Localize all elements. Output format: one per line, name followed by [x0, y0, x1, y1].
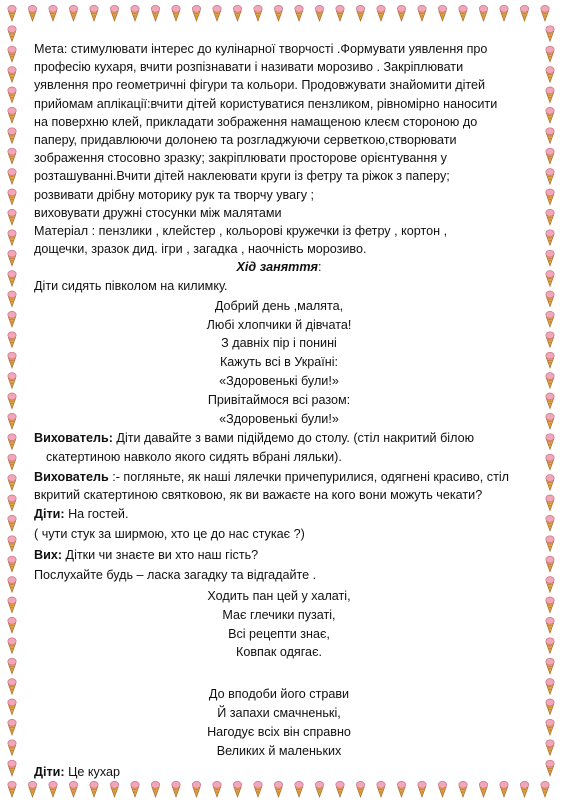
ice-cream-cone-icon: [546, 638, 554, 654]
ice-cream-cone-icon: [546, 719, 554, 735]
ice-cream-cone-icon: [546, 475, 554, 491]
ice-cream-cone-icon: [356, 5, 364, 21]
ice-cream-cone-icon: [151, 781, 159, 797]
goal-line: розвивати дрібну моторику рук та творчу увагу ;: [34, 187, 315, 202]
ice-cream-cone-icon: [8, 434, 16, 450]
children-reply-1: Діти: На гостей.: [34, 507, 129, 522]
ice-cream-cone-icon: [49, 781, 57, 797]
ice-cream-cone-icon: [8, 291, 16, 307]
ice-cream-cone-icon: [8, 536, 16, 552]
ice-cream-cone-icon: [546, 454, 554, 470]
riddle-stanza-2: [34, 685, 524, 760]
ice-cream-cone-icon: [546, 67, 554, 83]
ice-cream-cone-icon: [546, 577, 554, 593]
ice-cream-cone-icon: [8, 679, 16, 695]
ice-cream-cone-icon: [377, 781, 385, 797]
ice-cream-cone-icon: [520, 781, 528, 797]
goal-line: паперу, придавлюючи долонею та розгладжуючи серветкою,створювати: [34, 133, 457, 148]
ice-cream-cone-icon: [397, 781, 405, 797]
ice-cream-cone-icon: [110, 5, 118, 21]
ice-cream-cone-icon: [151, 5, 159, 21]
ice-cream-cone-icon: [546, 128, 554, 144]
ice-cream-cone-icon: [546, 250, 554, 266]
goal-paragraph: [34, 40, 524, 222]
ice-cream-cone-icon: [28, 781, 36, 797]
ice-cream-cone-icon: [8, 556, 16, 572]
ice-cream-cone-icon: [8, 393, 16, 409]
ice-cream-cone-icon: [418, 5, 426, 21]
ice-cream-cone-icon: [8, 658, 16, 674]
goal-line: професію кухаря, вчити розпізнавати і називати морозиво . Закріплювати: [34, 60, 464, 75]
ice-cream-cone-icon: [254, 5, 262, 21]
ice-cream-cone-icon: [8, 577, 16, 593]
ice-cream-cone-icon: [110, 781, 118, 797]
poem-line: Добрий день ,малята,: [214, 298, 344, 313]
goal-line: уявлення про геометричні фігури та кольори. Продовжувати знайомити дітей: [34, 78, 486, 93]
lesson-heading-text: Хід заняття: [236, 260, 318, 275]
ice-cream-cone-icon: [8, 209, 16, 225]
ice-cream-cone-icon: [546, 271, 554, 287]
ice-cream-cone-icon: [479, 781, 487, 797]
ice-cream-cone-icon: [8, 5, 16, 21]
poem-line: Й запахи смачненькі,: [217, 706, 341, 721]
ice-cream-cone-icon: [8, 617, 16, 633]
goal-line: виховувати дружні стосунки між малятами: [34, 205, 282, 220]
ice-cream-cone-icon: [546, 291, 554, 307]
ice-cream-cone-icon: [546, 209, 554, 225]
ice-cream-cone-icon: [336, 5, 344, 21]
ice-cream-cone-icon: [192, 5, 200, 21]
children-sit-line: Діти сидять півколом на килимку.: [34, 278, 228, 293]
ice-cream-cone-icon: [438, 781, 446, 797]
poem-line: Ходить пан цей у халаті,: [207, 589, 351, 604]
ice-cream-cone-icon: [546, 434, 554, 450]
ice-cream-cone-icon: [500, 5, 508, 21]
ice-cream-cone-icon: [546, 658, 554, 674]
ice-cream-cone-icon: [8, 638, 16, 654]
riddle-stanza-1: [34, 587, 524, 662]
goal-line: розташуванні.Вчити дітей наклеювати круги із фетру та ріжок з паперу;: [34, 169, 450, 184]
ice-cream-cone-icon: [438, 5, 446, 21]
ice-cream-cone-icon: [546, 87, 554, 103]
ice-cream-cone-icon: [233, 5, 241, 21]
ice-cream-cone-icon: [546, 169, 554, 185]
ice-cream-cone-icon: [356, 781, 364, 797]
ice-cream-cone-icon: [274, 5, 282, 21]
ice-cream-cone-icon: [8, 67, 16, 83]
ice-cream-cone-icon: [336, 781, 344, 797]
ice-cream-cone-icon: [546, 413, 554, 429]
ice-cream-cone-icon: [500, 781, 508, 797]
lesson-heading: Хід заняття:: [236, 260, 322, 275]
ice-cream-cone-icon: [90, 781, 98, 797]
greeting-poem: [34, 297, 524, 429]
speaker-label: Діти:: [34, 507, 65, 522]
ice-cream-cone-icon: [172, 781, 180, 797]
ice-cream-cone-icon: [546, 536, 554, 552]
ice-cream-cone-icon: [131, 781, 139, 797]
poem-line: Нагодує всіх він справно: [207, 724, 351, 739]
speaker-label: Вихователь:: [34, 431, 113, 446]
poem-line: «Здоровенькі були!»: [219, 411, 339, 426]
ice-cream-cone-icon: [213, 5, 221, 21]
ice-cream-cone-icon: [8, 413, 16, 429]
ice-cream-cone-icon: [546, 46, 554, 62]
ice-cream-cone-icon: [8, 454, 16, 470]
lesson-content: [34, 40, 524, 782]
ice-cream-cone-icon: [546, 332, 554, 348]
ice-cream-cone-icon: [8, 352, 16, 368]
ice-cream-cone-icon: [546, 373, 554, 389]
ice-cream-cone-icon: [377, 5, 385, 21]
listen-line: Послухайте будь – ласка загадку та відгадайте .: [34, 567, 317, 582]
ice-cream-cone-icon: [315, 781, 323, 797]
ice-cream-cone-icon: [546, 679, 554, 695]
speaker-label: Вихователь: [34, 469, 109, 484]
ice-cream-cone-icon: [233, 781, 241, 797]
ice-cream-cone-icon: [546, 740, 554, 756]
ice-cream-cone-icon: [8, 740, 16, 756]
materials-line: Матеріал : пензлики , клейстер , кольорові кружечки із фетру , кортон ,: [34, 224, 448, 239]
ice-cream-cone-icon: [541, 5, 549, 21]
ice-cream-cone-icon: [8, 271, 16, 287]
ice-cream-cone-icon: [546, 148, 554, 164]
poem-line: Всі рецепти знає,: [228, 626, 330, 641]
ice-cream-cone-icon: [254, 781, 262, 797]
ice-cream-cone-icon: [8, 230, 16, 246]
ice-cream-cone-icon: [546, 597, 554, 613]
ice-cream-cone-icon: [8, 515, 16, 531]
ice-cream-cone-icon: [295, 781, 303, 797]
ice-cream-cone-icon: [8, 169, 16, 185]
goal-line: Мета: стимулювати інтерес до кулінарної творчості .Формувати уявлення про: [34, 42, 488, 56]
poem-line: Любі хлопчики й дівчата!: [206, 317, 352, 332]
ice-cream-cone-icon: [69, 781, 77, 797]
ice-cream-cone-icon: [274, 781, 282, 797]
ice-cream-cone-icon: [49, 5, 57, 21]
ice-cream-cone-icon: [8, 128, 16, 144]
poem-line: Привітаймося всі разом:: [207, 392, 351, 407]
ice-cream-cone-icon: [546, 556, 554, 572]
children-reply-2: Діти: Це кухар: [34, 765, 121, 780]
poem-line: З давніх пір і понині: [221, 336, 337, 351]
ice-cream-cone-icon: [8, 107, 16, 123]
poem-line: Кажуть всі в Україні:: [219, 355, 339, 370]
ice-cream-cone-icon: [8, 760, 16, 776]
goal-line: прийомам аплікації:вчити дітей користуватися пензликом, рівномірно наносити: [34, 96, 498, 111]
poem-line: До вподоби його страви: [208, 687, 350, 702]
ice-cream-cone-icon: [69, 5, 77, 21]
speaker-label: Вих:: [34, 547, 63, 562]
ice-cream-cone-icon: [8, 148, 16, 164]
ice-cream-cone-icon: [8, 719, 16, 735]
ice-cream-cone-icon: [546, 189, 554, 205]
ice-cream-cone-icon: [397, 5, 405, 21]
ice-cream-cone-icon: [8, 495, 16, 511]
teacher-remark-3: Вих: Дітки чи знаєте ви хто наш гість?: [34, 547, 259, 562]
ice-cream-cone-icon: [546, 311, 554, 327]
teacher-remark-2: Вихователь :- погляньте, як наші лялечки причепурилися, одягнені красиво, стіл вкритий скатертиною святковою, як ви важаєте на кого вони можуть чекати?: [34, 469, 510, 503]
goal-line: на поверхню клей, прикладати зображення намащеною клеєм стороною до: [34, 114, 478, 129]
ice-cream-cone-icon: [8, 781, 16, 797]
ice-cream-cone-icon: [546, 699, 554, 715]
speaker-label: Діти:: [34, 765, 65, 780]
ice-cream-cone-icon: [192, 781, 200, 797]
teacher-remark-1: Вихователь: Діти давайте з вами підійдемо до столу. (стіл накритий білою скатертиною навколо якого сидять вбрані ляльки).: [34, 431, 475, 464]
ice-cream-cone-icon: [8, 26, 16, 42]
ice-cream-cone-icon: [459, 781, 467, 797]
ice-cream-cone-icon: [8, 87, 16, 103]
ice-cream-cone-icon: [546, 393, 554, 409]
ice-cream-cone-icon: [8, 373, 16, 389]
ice-cream-cone-icon: [418, 781, 426, 797]
poem-line: Ковпак одягає.: [235, 645, 322, 660]
ice-cream-cone-icon: [546, 107, 554, 123]
ice-cream-cone-icon: [546, 515, 554, 531]
ice-cream-cone-icon: [546, 617, 554, 633]
ice-cream-cone-icon: [546, 230, 554, 246]
ice-cream-cone-icon: [459, 5, 467, 21]
poem-line: Має глечики пузаті,: [222, 607, 336, 622]
ice-cream-cone-icon: [546, 495, 554, 511]
materials-paragraph: [34, 222, 524, 258]
ice-cream-cone-icon: [520, 5, 528, 21]
ice-cream-cone-icon: [8, 189, 16, 205]
ice-cream-cone-icon: [479, 5, 487, 21]
ice-cream-cone-icon: [8, 250, 16, 266]
ice-cream-cone-icon: [172, 5, 180, 21]
stage-direction: ( чути стук за ширмою, хто це до нас стукає ?): [34, 527, 305, 542]
ice-cream-cone-icon: [213, 781, 221, 797]
poem-line: Великих й маленьких: [216, 743, 342, 758]
materials-line: дощечки, зразок дид. ігри , загадка , наочність морозиво.: [34, 242, 367, 257]
ice-cream-cone-icon: [8, 597, 16, 613]
ice-cream-cone-icon: [8, 332, 16, 348]
ice-cream-cone-icon: [315, 5, 323, 21]
ice-cream-cone-icon: [8, 311, 16, 327]
goal-line: зображення стосовно зразку; закріплювати просторове орієнтування у: [34, 151, 447, 166]
ice-cream-cone-icon: [28, 5, 36, 21]
poem-line: «Здоровенькі були!»: [219, 374, 339, 389]
ice-cream-cone-icon: [90, 5, 98, 21]
ice-cream-cone-icon: [546, 352, 554, 368]
ice-cream-cone-icon: [546, 26, 554, 42]
ice-cream-cone-icon: [8, 475, 16, 491]
ice-cream-cone-icon: [295, 5, 303, 21]
ice-cream-cone-icon: [8, 699, 16, 715]
ice-cream-cone-icon: [8, 46, 16, 62]
ice-cream-cone-icon: [131, 5, 139, 21]
ice-cream-cone-icon: [546, 760, 554, 776]
ice-cream-cone-icon: [541, 781, 549, 797]
